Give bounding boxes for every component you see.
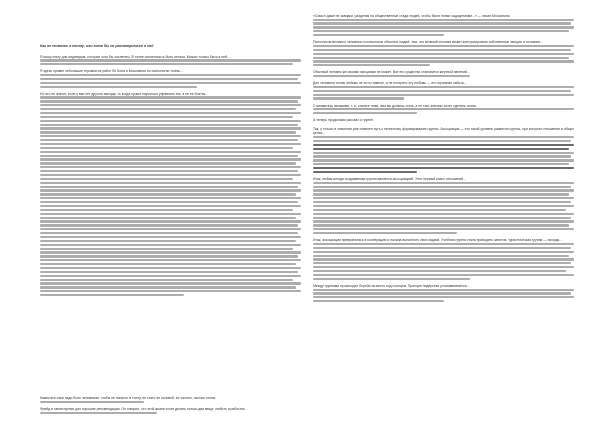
right-paragraph-5 [313,104,574,115]
left-paragraph-5 [40,407,301,414]
section-heading: Как не попасть в толпу, или хотя бы не раствориться в ней [40,44,154,48]
paragraph-text: «Смысл даже не заводки, разделяя на общественные стада людей, чтобы были этими ощущениями...» — писал Московичи. [313,14,511,18]
paragraph-lines [40,412,301,414]
left-paragraph-2 [40,69,301,87]
paragraph-lines [313,136,574,173]
left-paragraph-1 [40,55,301,66]
left-paragraph-4 [40,396,301,403]
paragraph-text: Итак, ассоциация превратилась в кооперацию и начала выполнять свои задачи. Учебная группа стала проводить занятия, туристическая группа — походы... [313,238,562,243]
paragraph-text: Между группами происходит борьба за место под солнцем. Принцип лидерства устанавливается... [313,283,470,288]
paragraph-text: Психология великого человека и психология обычных людей, тем, что великий человек может контролировать собственные эмоции и сознание... [313,40,544,45]
paragraph-text: Итак, любая иногда создаваемая группа является ассоциацией. Этот первый класс отношений... [313,177,466,182]
paragraph-lines [313,182,574,235]
paragraph-text: Обычный человек же своими эмоциями не может. Все его существо становится жертвой явлений... [313,70,470,75]
right-page [313,14,574,414]
right-paragraph-1 [313,14,574,36]
paragraph-lines [313,243,574,280]
paragraph-lines [313,108,574,114]
paragraph-text: Для человека толпы любовь не есть главное, а не потерять эту любовь — его огромная забота... [313,81,467,86]
paragraph-text: Я здесь привел небольшие отрывки из работ Ле Бона и Московичи по психологии толпы... [40,69,183,74]
right-paragraph-7 [313,127,574,173]
right-paragraph-8 [313,177,574,234]
paragraph-lines [40,74,301,88]
paragraph-lines [313,289,574,303]
paragraph-lines [313,19,574,37]
left-paragraph-3 [40,92,301,296]
paragraph-text: Но это не значит, если у вас нет другого выхода, то когда лучше научиться управлять ею, а не ее боятся... [40,91,209,96]
paragraph-text: Я пишу книгу для индивидов, которые хотя бы численны. В толпе численность быть нельзя. Можно только быть в ней... [40,54,230,59]
right-paragraph-6 [313,118,574,123]
paragraph-lines [313,86,574,100]
paragraph-lines [40,401,301,403]
right-paragraph-3 [313,70,574,77]
right-paragraph-10 [313,284,574,302]
left-page [40,14,301,414]
paragraph-text: Фрейд в своем время дал хорошие рекомендации. Он говорил, что этой жизни стоит делать только два вещи: любить и работать. [40,407,246,412]
paragraph-lines [313,45,574,67]
paragraph-text: Так, у только в значении уже появлен путь к неплохому формированию группы. Ассоциация — это такой уровень развития группы, при котором отношения в общих целях... [313,126,574,136]
paragraph-lines [313,75,574,77]
paragraph-lines [40,96,301,296]
paragraph-lines [40,59,301,65]
paragraph-text: Каким все-таки надо быть человеком, чтобы не попасть в толпу, не стать ее основой, ее частью, частью толпы. [40,396,217,401]
right-paragraph-4 [313,81,574,99]
right-paragraph-2 [313,40,574,66]
paragraph-text: А теперь продолжим рассказ о группе. [313,118,374,123]
right-paragraph-9 [313,238,574,280]
paragraph-text: Становитесь великими, т. е. станьте теми, кем вы должны стать, а не тем, кем вас хочет сделать толпа. [313,103,477,108]
